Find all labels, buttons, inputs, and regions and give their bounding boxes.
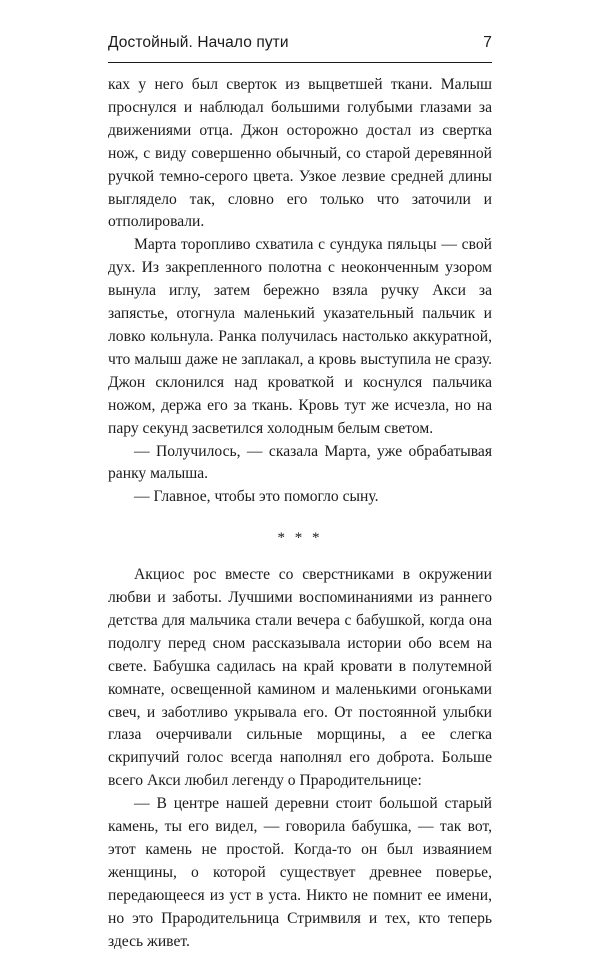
dialogue-line: — Главное, чтобы это помогло сыну.	[134, 488, 379, 506]
header-rule	[108, 62, 492, 63]
paragraph: ках у него был сверток из выцветшей ткани. Малыш проснулся и наблюдал большими голубыми глазами за движениями отца. Джон осторожно достал из свертка нож, с виду совершенно обычный, со старой деревянной ручкой темно-серого цвета. Узкое лезвие средней длины выглядело так, словно его только что заточили и отполировали.	[108, 76, 492, 231]
page-number: 7	[483, 34, 492, 51]
paragraph: Акциос рос вместе со сверстниками в окружении любви и заботы. Лучшими воспоминаниями из раннего детства для мальчика стали вечера с бабушкой, когда она подолгу перед сном рассказывала истории обо всем на свете. Бабушка садилась на край кровати в полутемной комнате, освещенной камином и маленькими огоньками свеч, и заботливо укрывала его. От постоянной улыбки глаза очерчивали сильные морщины, а ее слегка скрипучий голос всегда наполнял его доброта. Больше всего Акси любил легенду о Прародительнице:	[108, 566, 492, 790]
section-separator: * * *	[277, 530, 323, 547]
dialogue-line: — Получилось, — сказала Марта, уже обрабатывая ранку малыша.	[108, 442, 492, 483]
running-header	[108, 34, 492, 52]
body-text	[108, 74, 492, 954]
book-title: Достойный. Начало пути	[108, 34, 289, 51]
paragraph: Марта торопливо схватила с сундука пяльцы — свой дух. Из закрепленного полотна с неоконченным узором вынула иглу, затем бережно взяла ручку Акси за запястье, отогнула маленький указательный пальчик и ловко кольнула. Ранка получилась настолько аккуратной, что малыш даже не заплакал, а кровь выступила не сразу. Джон склонился над кроваткой и коснулся пальчика ножом, держа его за ткань. Кровь тут же исчезла, но на пару секунд засветился холодным белым светом.	[108, 236, 492, 437]
dialogue-line: — В центре нашей деревни стоит большой старый камень, ты его видел, — говорила бабушка, — так вот, этот камень не простой. Когда-то он был изваянием женщины, о которой существует древнее поверье, передающееся из уст в уста. Никто не помнит ее имени, но это Прародительница Стримвиля и тех, кто теперь здесь живет.	[108, 795, 492, 950]
